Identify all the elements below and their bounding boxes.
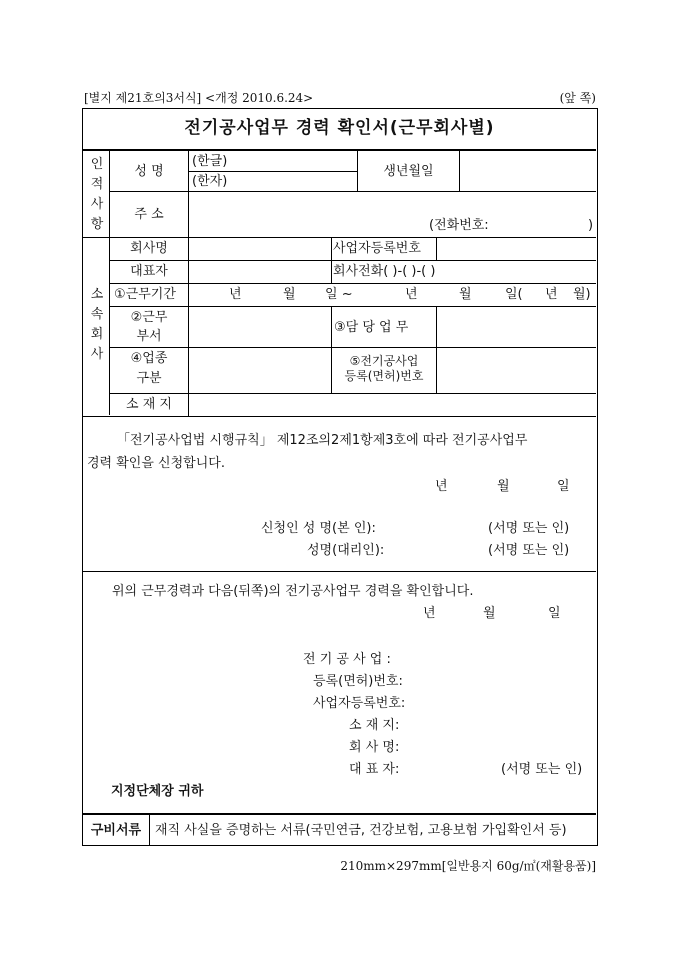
period-day-2: 일( (505, 287, 523, 302)
conf-field-license: 등록(면허)번호: (313, 674, 403, 689)
row-line-5 (110, 347, 596, 348)
name-row-divider (189, 171, 357, 172)
conf-field-location: 소 재 지: (349, 718, 400, 733)
duty-label: ③담 당 업 무 (334, 320, 409, 335)
paper-spec: 210mm×297mm[일반용지 60g/㎡(재활용품)] (340, 859, 596, 873)
documents-text: 재직 사실을 증명하는 서류(국민연금, 건강보험, 고용보험 가입확인서 등) (155, 823, 567, 838)
birth-value-divider (459, 151, 460, 191)
row-line-4 (110, 306, 596, 307)
app-date-year: 년 (435, 479, 448, 494)
agent-label: 성명(대리인): (307, 543, 385, 558)
birth-label: 생년월일 (383, 164, 434, 179)
biz-reg-label: 사업자등록번호 (333, 241, 421, 256)
conf-date-year: 년 (423, 606, 436, 621)
row-line-6 (110, 393, 596, 394)
period-month-3: 월) (573, 287, 591, 302)
row-line-3 (110, 283, 596, 284)
applicant-sign: (서명 또는 인) (488, 521, 570, 536)
certificate-form (82, 108, 598, 846)
type-label-1: ④업종 (130, 351, 168, 366)
form-title: 전기공사업무 경력 확인서(근무회사별) (184, 118, 495, 138)
period-month-1: 월 (283, 287, 296, 302)
period-year-2: 년 (405, 287, 418, 302)
location-label: 소 재 지 (126, 397, 172, 412)
section-divider-2 (83, 416, 596, 417)
period-label: ①근무기간 (114, 287, 176, 302)
period-year-3: 년 (545, 287, 558, 302)
personal-label-4: 항 (90, 217, 104, 232)
application-text-1: 「전기공사업법 시행규칙」 제12조의2제1항제3호에 따라 전기공사업무 (117, 433, 528, 448)
license-label-1: ⑤전기공사업 (349, 354, 419, 368)
app-date-month: 월 (497, 479, 510, 494)
personal-label-2: 적 (90, 177, 104, 192)
conf-field-business: 전 기 공 사 업 : (303, 652, 391, 667)
license-label-2: 등록(면허)번호 (344, 369, 424, 383)
name-korean-label: (한글) (192, 154, 228, 169)
recipient-label: 지정단체장 귀하 (111, 784, 204, 799)
period-year-1: 년 (229, 287, 242, 302)
period-day-1: 일 ~ (325, 287, 353, 302)
conf-date-day: 일 (548, 606, 561, 621)
company-label-1: 소 (90, 287, 104, 302)
name-label: 성 명 (134, 164, 164, 179)
agent-sign: (서명 또는 인) (488, 543, 570, 558)
ceo-label: 대표자 (130, 264, 168, 279)
page-side-label: (앞 쪽) (559, 91, 596, 105)
applicant-label: 신청인 성 명(본 인): (261, 521, 376, 536)
row-line-2 (110, 260, 596, 261)
company-label-4: 사 (90, 347, 104, 362)
company-label-3: 회 (90, 327, 104, 342)
bizreg-divider (436, 238, 437, 261)
confirmation-text: 위의 근무경력과 다음(뒤쪽)의 전기공사업무 경력을 확인합니다. (112, 584, 474, 599)
conf-sign: (서명 또는 인) (501, 762, 583, 777)
name-hanja-label: (한자) (192, 174, 228, 189)
personal-label-3: 사 (90, 197, 104, 212)
application-text-2: 경력 확인을 신청합니다. (87, 456, 225, 471)
dept-label-2: 부서 (136, 329, 162, 344)
company-name-label: 회사명 (130, 241, 168, 256)
conf-field-ceo: 대 표 자: (349, 762, 400, 777)
address-label: 주 소 (134, 207, 164, 222)
company-mid-divider (331, 238, 332, 283)
dept-label-1: ②근무 (130, 310, 168, 325)
company-label-2: 속 (90, 307, 104, 322)
conf-field-bizreg: 사업자등록번호: (313, 696, 406, 711)
personal-label-1: 인 (90, 157, 104, 172)
phone-label: (전화번호: (429, 218, 489, 233)
app-date-day: 일 (557, 479, 570, 494)
documents-divider (83, 813, 596, 815)
section-divider (83, 237, 596, 238)
company-phone: 회사전화( )-( )-( ) (333, 264, 436, 279)
duty-right-divider (436, 307, 437, 393)
application-divider (83, 571, 596, 572)
row-line-1 (110, 191, 596, 192)
documents-label: 구비서류 (90, 823, 142, 838)
form-number: [별지 제21호의3서식] <개정 2010.6.24> (84, 91, 314, 105)
period-month-2: 월 (459, 287, 472, 302)
conf-date-month: 월 (483, 606, 496, 621)
documents-col-divider (149, 815, 150, 845)
conf-field-company: 회 사 명: (349, 740, 400, 755)
type-label-2: 구분 (136, 371, 162, 386)
phone-close: ) (588, 218, 594, 233)
title-divider (83, 149, 596, 151)
